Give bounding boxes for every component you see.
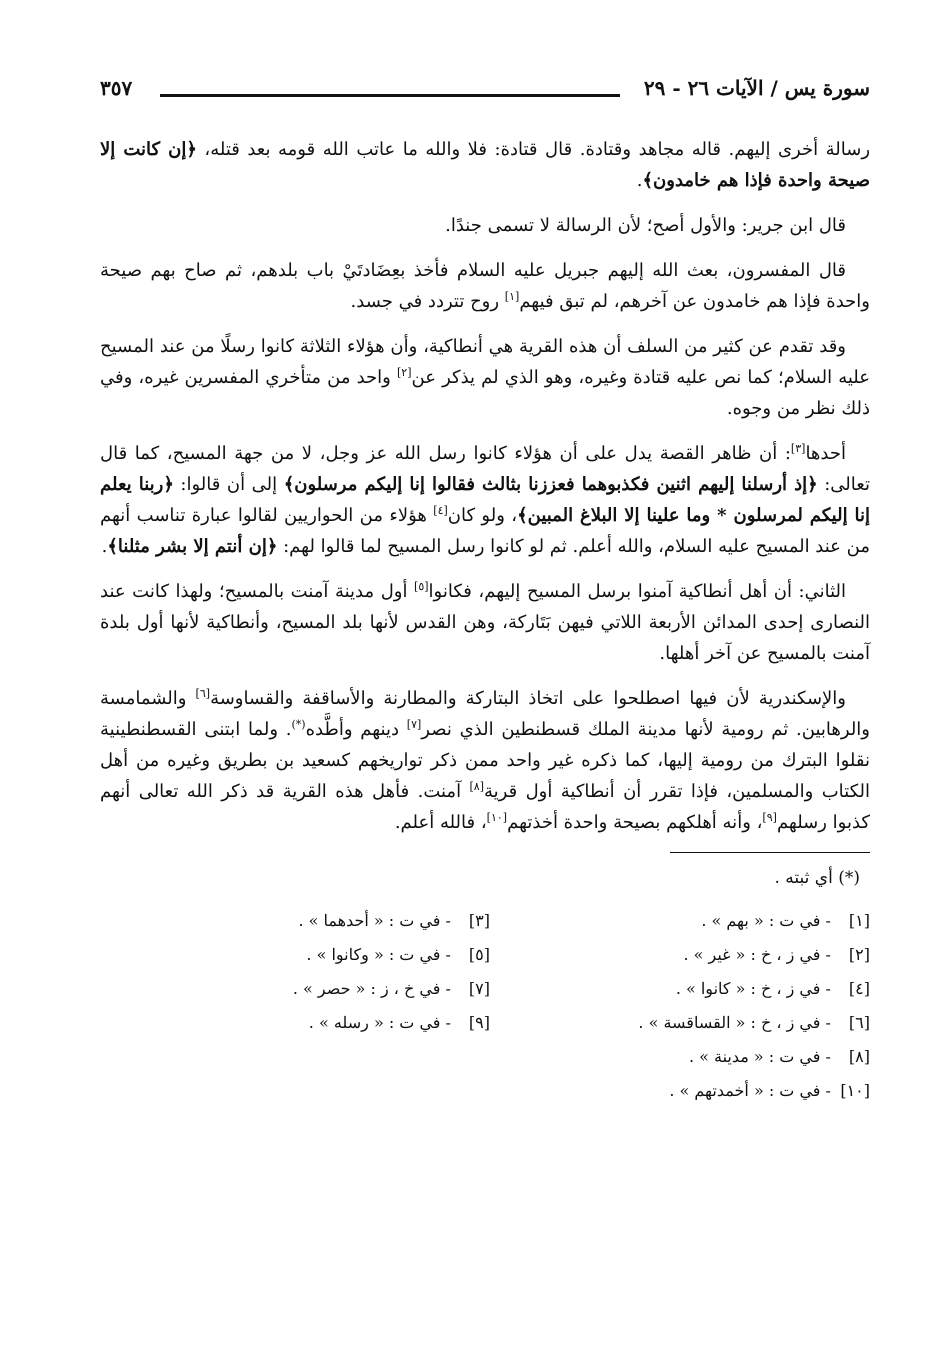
footnote-entry [110,1077,490,1105]
main-text [100,134,870,838]
footnote-text: - في ز ، خ : « غير » . [683,945,836,964]
paragraph-text: أول مدينة آمنت بالمسيح؛ ولهذا كانت عند النصارى إحدى المدائن الأربعة اللاتي فيهن بَتَاركة، وهن القدس لأنها بلد المسيح، وأنطاكية لأنها أول بلدة آمنت بالمسيح عن آخر أهلها. [100,581,870,664]
paragraph-text: وقد تقدم عن كثير من السلف أن هذه القرية هي أنطاكية، وأن هؤلاء الثلاثة كانوا رسلًا من عند المسيح عليه السلام؛ كما نص عليه قتادة وغيره، وهو الذي لم يذكر عن [100,336,871,388]
paragraph-text: واحد من متأخري المفسرين غيره، وفي ذلك نظر من وجوه. [100,367,870,419]
footnote-star: (*) أي ثبته . [774,868,860,888]
paragraph-text: . [636,170,643,191]
footnote-text: - في ت : « مدينة » . [688,1047,836,1066]
footnote-entry [110,1043,490,1071]
paragraph-text: روح تتردد في جسد. [350,291,505,312]
footnote-number: [١٠] [840,1081,870,1100]
paragraph-text: آمنت. فأهل هذه القرية قد ذكر الله تعالى أنهم كذبوا رسلهم [100,781,870,833]
footnote-text: - في ت : « أخمدتهم » . [669,1081,836,1100]
paragraph-p4 [100,331,870,424]
footnote-text: - في ت : « أحدهما » . [298,911,456,930]
paragraph-p1 [100,134,870,196]
footnote-entry [110,975,490,1003]
quran-verse: ﴿إن كانت إلا صيحة واحدة فإذا هم خامدون﴾ [100,139,870,191]
footnotes [100,907,870,1105]
footnote-text: - في ز ، خ : « القساقسة » . [638,1013,836,1032]
footnote-ref: (*) [291,718,306,731]
paragraph-text: دينهم وأطَّده [305,719,407,740]
quran-verse: ﴿إذ أرسلنا إليهم اثنين فكذبوهما فعززنا بثالث فقالوا إنا إليكم مرسلون﴾ [283,474,818,495]
footnote-text: - في ت : « وكانوا » . [306,945,456,964]
paragraph-text: ، وأنه أهلكهم بصيحة واحدة أخذتهم [507,812,763,833]
footnote-entry [490,907,870,935]
paragraph-p3 [100,255,870,317]
header-rule [160,94,620,97]
paragraph-p7 [100,683,870,838]
footnote-ref: [٤] [433,504,448,517]
paragraph-text: قال المفسرون، بعث الله إليهم جبريل عليه السلام فأخذ بعِضَادتَيْ باب بلدهم، ثم صاح بهم صيحة واحدة فإذا هم خامدون عن آخرهم، لم تبق فيهم [100,260,870,312]
footnote-number: [٣] [468,911,490,930]
paragraph-text: والإسكندرية لأن فيها اصطلحوا على اتخاذ البتاركة والمطارنة والأساقفة والقساوسة [210,688,846,709]
paragraph-text: ، ولو كان [447,505,518,526]
footnote-ref: [٨] [469,780,484,793]
footnote-number: [٦] [848,1013,870,1032]
book-page [100,72,870,1105]
footnote-separator [670,852,870,853]
footnote-entry [490,1077,870,1105]
paragraph-text: ، فالله أعلم. [394,812,487,833]
paragraph-text: أحدها [805,443,846,464]
footnote-entry [490,1043,870,1071]
paragraph-text: . [101,536,108,557]
footnote-entry [490,941,870,969]
paragraph-text: هؤلاء من الحواريين لقالوا عبارة تناسب أنهم من عند المسيح عليه السلام، والله أعلم. ثم لو كانوا رسل المسيح لما قالوا لهم: [100,505,870,557]
paragraph-text: الثاني: أن أهل أنطاكية آمنوا برسل المسيح إليهم، فكانوا [428,581,846,602]
footnote-number: [٧] [468,979,490,998]
paragraph-p6 [100,576,870,669]
footnote-number: [٤] [848,979,870,998]
quran-verse: ﴿ربنا يعلم إنا إليكم لمرسلون * وما علينا إلا البلاغ المبين﴾ [100,474,871,526]
paragraph-text: رسالة أخرى إليهم. قاله مجاهد وقتادة. قال قتادة: فلا والله ما عاتب الله قومه بعد قتله، [196,139,871,160]
footnote-entry [110,941,490,969]
footnote-ref: [٣] [790,442,806,455]
footnote-text: - في ت : « رسله » . [308,1013,456,1032]
footnote-ref: [٧] [406,718,422,731]
footnote-number: [٢] [848,945,870,964]
footnote-text: - في خ ، ز : « حصر » . [292,979,456,998]
footnote-ref: [٦] [195,687,211,700]
quran-verse: ﴿إن أنتم إلا بشر مثلنا﴾ [107,536,278,557]
footnote-number: [٨] [848,1047,870,1066]
paragraph-text: إلى أن قالوا: [173,474,284,495]
paragraph-text: والشمامسة والرهابين. ثم رومية لأنها مدينة الملك قسطنطين الذي نصر [100,688,871,740]
page-number: ٣٥٧ [100,76,133,100]
footnote-entry [490,975,870,1003]
footnote-ref: [٩] [762,811,777,824]
footnote-text: - في ت : « بهم » . [701,911,836,930]
page-header [100,72,870,112]
surah-heading: سورة يس / الآيات ٢٦ - ٢٩ [643,76,870,100]
footnote-number: [٥] [468,945,490,964]
paragraph-p2 [100,210,870,241]
footnote-text: - في ز ، خ : « كانوا » . [675,979,836,998]
paragraph-p5 [100,438,870,562]
paragraph-text: قال ابن جرير: والأول أصح؛ لأن الرسالة لا تسمى جندًا. [445,215,846,236]
footnote-entry [490,1009,870,1037]
footnote-number: [٩] [468,1013,490,1032]
footnote-ref: [١] [504,290,520,303]
footnote-entry [110,907,490,935]
footnote-number: [١] [848,911,870,930]
footnote-ref: [٥] [414,580,429,593]
footnote-entry [110,1009,490,1037]
footnote-ref: [١٠] [486,811,508,824]
footnote-ref: [٢] [397,366,412,379]
paragraph-text: . ولما ابتنى القسطنطينية نقلوا البترك من رومية إليها، كما ذكره غير واحد ممن ذكر تواريخهم كسعيد بن بطريق وغيره من أهل الكتاب والمسلمين، فإذا تقرر أن أنطاكية أول قرية [100,719,870,802]
paragraph-text: : أن ظاهر القصة يدل على أن هؤلاء كانوا رسل الله عز وجل، لا من جهة المسيح، كما قال تعالى: [100,443,870,495]
